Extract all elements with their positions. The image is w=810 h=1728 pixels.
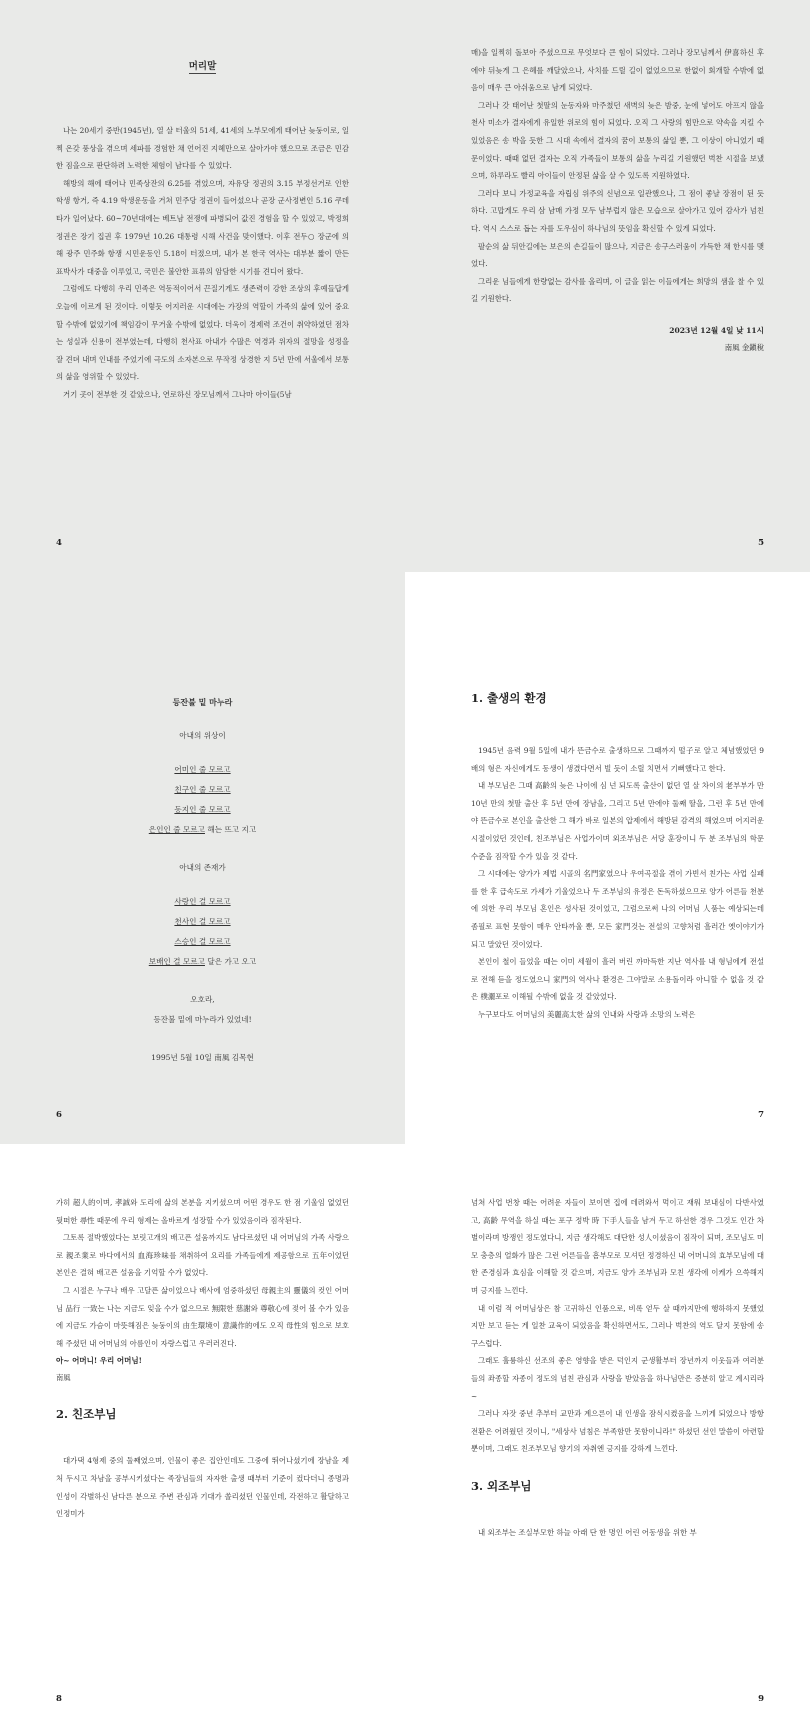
paragraph: 나는 20세기 중반(1945년), 열 살 터울의 51세, 41세의 노부모에게 태어난 늦둥이로, 일찍 온갖 풍상을 겪으며 세파를 경험한 채 언어진 지혜만으로 살아가야 했으므로 조금은 민감한 짐을으로 판단하려 노력한 체험이 남다를 수 있었다. — [56, 126, 349, 171]
paragraph: 그리운 님들에게 한량없는 감사를 올리며, 이 글을 읽는 이들에게는 희망의 샘을 찰 수 있길 기원한다. — [471, 276, 764, 304]
poem-line: 천사인 걸 모르고 — [174, 917, 231, 926]
exclamation-line: 아~ 어머니! 우리 어머님! — [56, 1356, 142, 1366]
poem-line: 보배인 걸 모르고 달은 가고 오고 — [148, 957, 257, 966]
poem-line: 스승인 걸 모르고 — [174, 937, 231, 946]
chapter-title: 3. 외조부님 — [471, 1478, 532, 1493]
paragraph: 내 부모님은 그때 高齡의 늦은 나이에 심 넌 되도록 출산이 없던 열 살 차이의 老부부가 만 10년 만의 첫딸 출산 후 5년 만에 장남을, 그리고 5년 만에야 둘째 딸을, 그런 후 5년 만에야 뜬금수로 본인을 출산한 그 해가 바로 일본의 압제에서 해방된 감격의 해였으며 어지러운 시절이었던 것인데, 친조부님은 사업가이며 외조부님은 서당 훈장이니 두 분 조부님의 학문 수준을 짐작할 수가 있을 것 같다. — [471, 781, 764, 861]
signature-name: 南風 金鎭稅 — [724, 342, 764, 352]
paragraph: 그토록 절박했었다는 보릿고개의 배고픈 설움까지도 남다르셨던 내 어머님의 가족 사랑으로 親조業로 바다에서의 血海珍味를 채취하여 요리를 가족들에게 제공함으로 五年이었던 본인은 결혀 배고픈 설움을 기억할 수가 없었다. — [56, 1233, 349, 1278]
paragraph: 거기 곳이 전부한 것 같았으나, 연로하신 장모님께서 그나마 아이들(5남 — [63, 389, 292, 399]
paragraph: 그럼에도 다행히 우리 민족은 역동적이어서 끈질기게도 생존력이 강한 조상의 후예들답게 오늘에 이르게 된 것이다. 이렇듯 어지러운 시대에는 가장의 역할이 가족의 삶에 있어 중요할 수밖에 없었기에 책임감이 무거울 수밖에 없었다. 더욱이 경제력 조건이 취약하였던 점차는 성실과 신용이 전부였는데, 다행히 천사표 아내가 수많은 역경과 위자의 절망을 성정을 잘 견뎌 내며 인내를 주었기에 극도의 소자본으로 무작정 상경한 지 5년 만에 서울에서 보통의 삶을 영위할 수 있었다. — [56, 284, 349, 382]
poem-line: 은인인 줄 모르고 해는 뜨고 지고 — [148, 825, 257, 834]
page-number: 4 — [56, 538, 62, 548]
poem-stanza-intro: 아내의 존재가 — [179, 863, 226, 872]
paragraph: 그 시대에는 양가가 제법 시골의 名門家였으나 우여곡절을 겪이 가빈서 친가는 사업 실패를 한 후 급속도로 가세가 기울었으나 두 조부님의 유정은 돈독하셨으므로 양가 어른들 천분에 의한 우리 부모님 혼인은 성사된 것이었고, 그럼으로써 나의 어머님 人품는 예상되는데 좀필로 표현 못함이 매우 안타까울 뿐, 모든 家門것는 전설의 고향처럼 흘러간 옛이야기가 되고 말았던 것이었다. — [471, 869, 764, 949]
chapter-title: 2. 친조부님 — [56, 1407, 117, 1422]
chapter-title: 1. 출생의 환경 — [471, 691, 547, 705]
paragraph: 그러나 자잣 중년 추부터 교만과 계으른이 내 인생을 잠식시켰음을 느끼게 되었으나 방항 전환은 어려웠던 것이니, "세상사 넘침은 부족함만 못함이니라!" 하셨던 선인 말씀이 아련할 뿐이며, 그래도 친조부모님 향기의 자취엔 긍지를 강하게 느낀다. — [471, 1409, 764, 1454]
poem-stanza-intro: 아내의 위상이 — [179, 731, 226, 740]
page-9 — [405, 1150, 810, 1728]
page-6 — [0, 572, 405, 1144]
paragraph: 누구보다도 어머님의 美麗高太한 삶의 인내와 사랑과 소망의 노력은 — [478, 1009, 696, 1019]
page-number: 8 — [56, 1694, 62, 1704]
poem-date: 1995년 5월 10일 南風 김목현 — [151, 1053, 254, 1062]
paragraph: 1945년 음력 9월 5일에 내가 뜬금수로 출생하므로 그때까지 떨子로 알고 체념했었던 9배의 형은 자신에게도 동생이 생겼다면서 빌 듯이 소릴 치면서 기뻐했다고 한다. — [471, 746, 764, 773]
poem-closing: 등잔불 밑에 마누라가 있었네! — [153, 1015, 252, 1024]
paragraph: 매)을 일찍히 돌보아 주셨으므로 무엇보다 큰 힘이 되었다. 그러나 장모님께서 伊喜하신 후에야 뒤늦게 그 은혜를 깨달았으나, 사치를 드릴 길이 없었으므로 한없이 회개할 수밖에 없음이 매우 큰 아쉬움으로 남게 되었다. — [471, 48, 764, 93]
page-5 — [405, 0, 810, 572]
page-number: 9 — [758, 1694, 764, 1704]
signature-date: 2023년 12월 4일 낮 11시 — [669, 325, 764, 335]
page-number: 7 — [758, 1110, 764, 1120]
paragraph: 해방의 해에 태어나 민족상잔의 6.25를 겪었으며, 자유당 정권의 3.15 부정선거로 인한 학생 항거, 즉 4.19 학생운동을 거쳐 민주당 정권이 들어섰으나 곧장 군사정변인 5.16 쿠데타가 일어났다. 60~70년대에는 베트남 전쟁에 파병되어 값진 경험을 할 수 있었고, 박정희 정권은 장기 집권 후 1979년 10.26 대통령 시해 사건을 맞이했다. 이후 전두○ 장군에 의해 광주 민주화 항쟁 시민운동인 5.18이 터졌으며, 내가 본 한국 역사는 대부분 짧이 만든 표박사가 대중을 이루었고, 국민은 불안한 표류의 암담한 시기를 견디어 왔다. — [56, 178, 349, 276]
page-number: 6 — [56, 1110, 62, 1120]
paragraph: 내 외조부는 조실부모한 하늘 아래 단 한 명인 어린 어동생을 위한 부 — [478, 1527, 697, 1537]
page-4 — [0, 0, 405, 572]
poem-line: 어미인 줄 모르고 — [174, 765, 231, 774]
page-number: 5 — [758, 538, 764, 548]
page-8 — [0, 1150, 405, 1728]
paragraph: 그러다 보니 가정교육을 자립심 위주의 신념으로 일관했으나, 그 점이 좋날 장점이 된 듯하다. 고맙게도 우리 삼 남매 가정 모두 남부럽지 않은 모습으로 살아가고 있어 감사가 넘친다. 역시 스스로 돕는 자를 도우심이 하나님의 뜻임을 확신할 수 있게 되었다. — [471, 188, 764, 233]
paragraph: 내 이럼 적 어머님상은 참 고귀하신 인품으로, 비록 얻두 살 때까지만에 행하하지 못했었지만 보고 듣는 게 일찬 교육이 되었음을 확신하면서도, 그러나 벅찬의 역도 달지 못함에 송구스럽다. — [471, 1303, 764, 1348]
poem-closing: 오호라, — [190, 995, 215, 1004]
signature-name: 南風 — [56, 1373, 71, 1383]
paragraph: 본인이 철이 들었을 때는 이미 세월이 흘러 버린 까마득한 지난 역사를 내 형님에게 전설로 전해 듣을 정도였으니 家門의 역사나 환경은 그야말로 소용돌이라 아니할 수 없을 것 같은 樸灑포로 이해될 수밖에 없을 것 같았었다. — [471, 957, 764, 1002]
poem-line: 친구인 줄 모르고 — [174, 785, 231, 794]
poem — [56, 692, 349, 1068]
page-title: 머리말 — [188, 61, 217, 72]
paragraph: 가히 超人的이며, 孝誠와 도리에 삶의 본분을 지키셨으며 어떤 경우도 한 점 기울임 없었던 뒷떠한 尋性 때문에 우리 형제는 올바르게 성장할 수가 있었음이라 짐작된다. — [56, 1198, 349, 1225]
poem-title: 등잔불 밑 마누라 — [172, 697, 233, 707]
poem-line: 사랑인 걸 모르고 — [174, 897, 231, 906]
page-7 — [405, 572, 810, 1144]
paragraph: 그 시절은 누구나 배우 고달픈 삶이었으나 배사에 엄중하셨던 母親主의 靈儀의 컷인 어머님 品行 一致는 나는 지금도 잊을 수가 없으므로 無限한 慈謝와 尊敬心에 젖어 볼 수가 있음에 지금도 가슴이 마뜻해짐은 늦둥이의 由生環境이 意識作的에도 오직 母性의 힘으로 보호해 주셨던 내 어머님의 아름인이 자랑스럽고 우러러진다. — [56, 1285, 349, 1348]
paragraph: 넘쳐 사업 번창 때는 어려운 자들이 보이면 집에 데려와서 먹이고 재워 보내심이 다반사였고, 高齡 무역을 하실 때는 포구 정박 時 下手人들을 남겨 두고 하선한 경우 그것도 인간 차별이라며 방쟁인 정도였다니, 지금 생각해도 대단한 성人이셨음이 짐작이 되며, 조모님도 미모 충층의 얼화가 많은 그런 어른들을 흠부모로 모셔던 정경하신 내 어머니의 효부모님에 대한 존경심과 효심을 이해할 것 같으며, 지금도 양가 조부님과 모친 생각에 이케가 으쓱해지며 긍지를 느낀다. — [471, 1198, 764, 1295]
paragraph: 팔순의 삶 뒤안길에는 보은의 손길들이 많으나, 지금은 송구스러움이 가득한 채 한시를 맺었다. — [471, 241, 764, 269]
paragraph: 그래도 훌륭하신 선조의 좋은 영향을 받은 덕인지 군생활부터 장년까지 이웃들과 여러분들의 좌종할 자종이 정도의 넘친 관심과 사랑을 받았음을 하나님만은 증분히 알고 계시리라~ — [471, 1356, 764, 1401]
paragraph: 그러나 갓 태어난 첫딸의 눈동자와 마주쳤던 새벽의 늦은 밤중, 눈에 넣어도 아프지 않을 천사 미소가 결자에게 유일한 위로의 힘이 되었다. 오직 그 사랑의 힘만으로 약속을 지킬 수 있었음은 송 박을 듯한 그 시대 속에서 결자의 꿈이 보통의 삶일 뿐, 그 이상이 아니었기 때문이었다. 때때 없던 결자는 오직 가족들이 보통의 삶을 누리길 기원했던 벅찬 시절을 보냈으며, 하루라도 빨리 아이들이 안정된 삶을 살 수 있도록 지원하였다. — [471, 100, 764, 181]
poem-line: 동지인 줄 모르고 — [174, 805, 231, 814]
paragraph: 대가댁 4형제 중의 둘째였으며, 인물이 좋은 집안인데도 그중에 뛰어나셨기에 장남을 제처 두시고 차남을 공부시키셨다는 족장님들의 자자한 출생 때부터 기준이 컸다더니 종명과 인성이 각별하신 남다른 분으로 주변 관심과 기대가 쏠리셨던 인물인데, 각전하고 활달하고 인정미가 — [56, 1456, 349, 1519]
